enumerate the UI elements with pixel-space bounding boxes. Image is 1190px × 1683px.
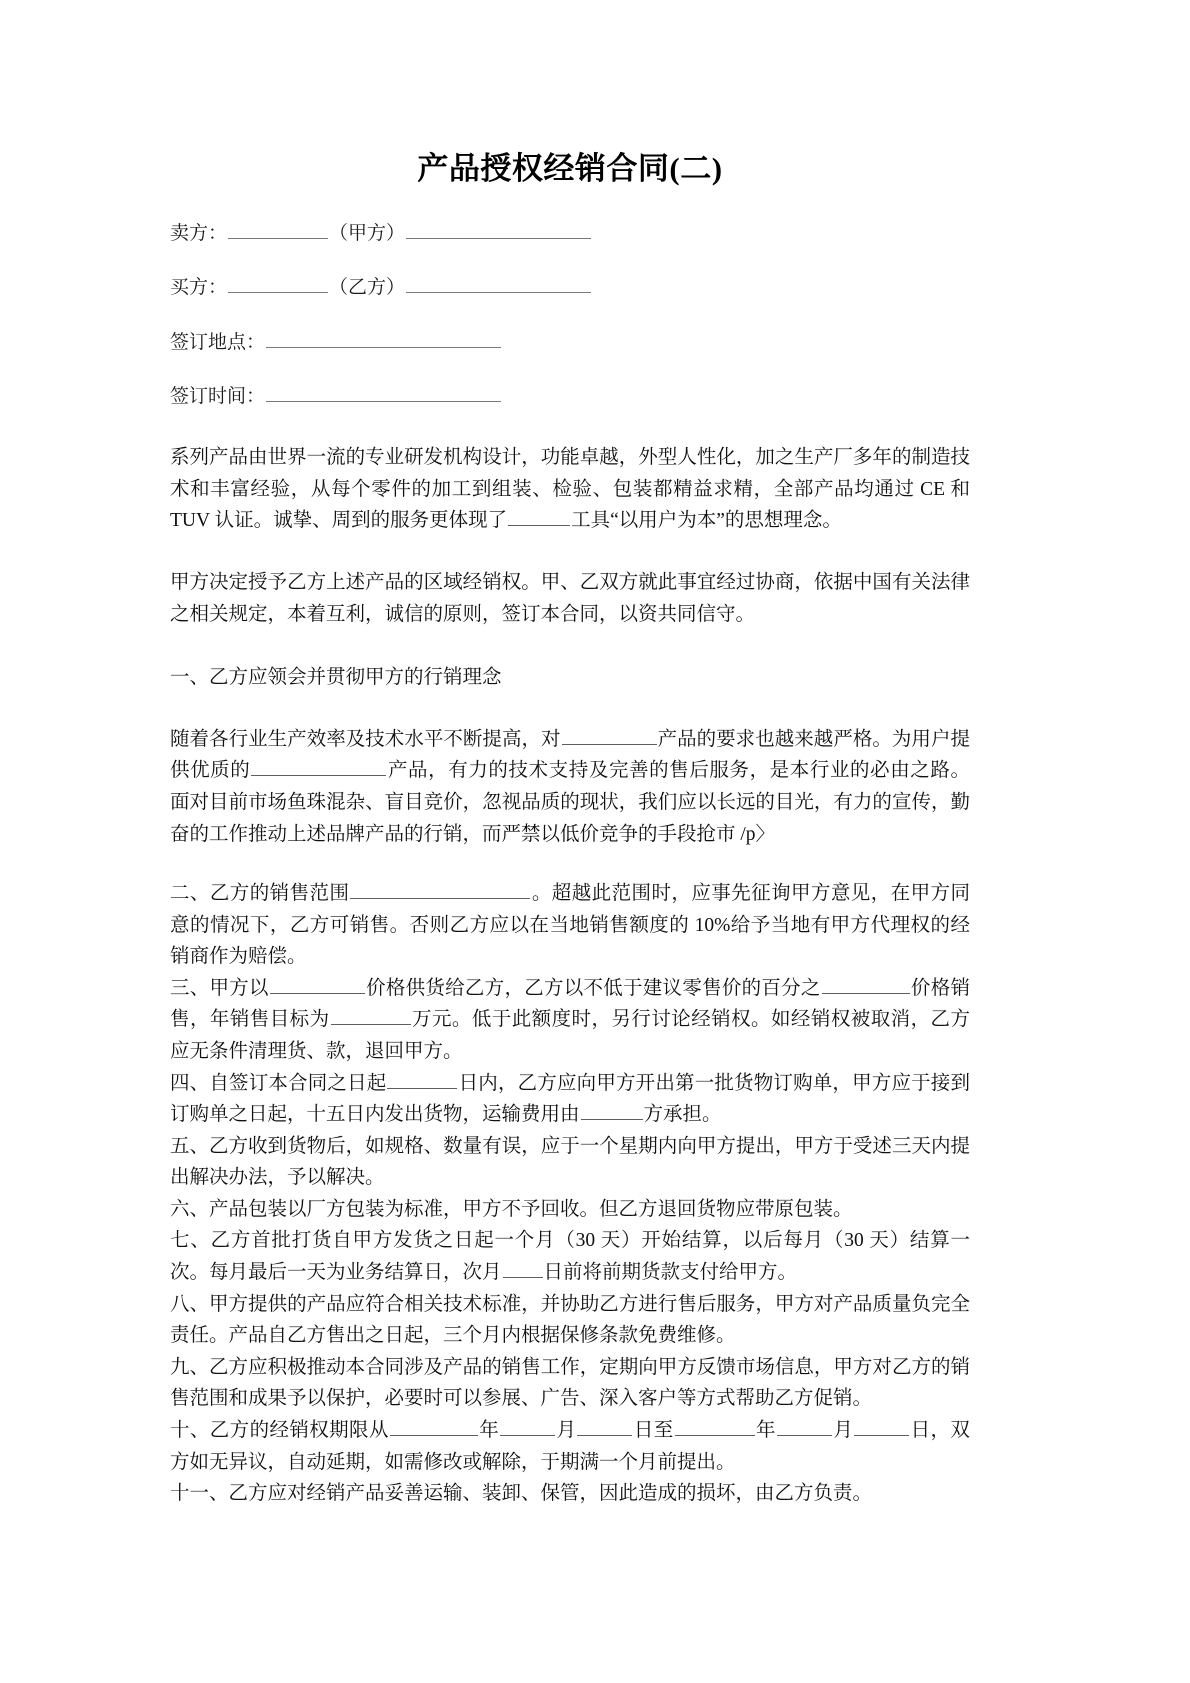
clause-three-text-d: 万元。低于此额度时，另行讨论经销权。如经销权被取消，乙方应无条件清理货、款，退回甲方。 [170, 1009, 970, 1062]
section-one-blank-2[interactable] [251, 757, 386, 776]
sign-time-blank[interactable] [266, 383, 501, 402]
sign-time-label: 签订时间： [170, 385, 266, 407]
clause-seven-text-b: 日前将前期货款支付给甲方。 [543, 1262, 798, 1284]
clause-three-text-c: 价格销售，年销售目标为 [170, 977, 970, 1031]
clause-ten-label-day2: 日，双方如无异议，自动延期，如需修改或解除，于期满一个月前提出。 [170, 1419, 970, 1473]
field-row-seller [170, 189, 970, 249]
clause-ten-label-year1: 年 [478, 1419, 500, 1441]
clause-ten-label-month2: 月 [832, 1419, 854, 1441]
intro-1-text-b: 工具“以用户为本”的思想理念。 [571, 510, 842, 532]
section-one-blank-1[interactable] [562, 726, 657, 745]
page-title: 产品授权经销合同(二) [417, 151, 723, 186]
clause-ten [170, 1415, 970, 1478]
clause-ten-label-year2: 年 [755, 1419, 776, 1441]
intro-paragraph-2: 甲方决定授予乙方上述产品的区域经销权。甲、乙双方就此事宜经过协商，依据中国有关法律之相关规定，本着互利，诚信的原则，签订本合同，以资共同信守。 [170, 572, 970, 625]
clause-three-text-b: 价格供货给乙方，乙方以不低于建议零售价的百分之 [365, 977, 821, 999]
clause-three-text-a: 三、甲方以 [170, 977, 269, 999]
seller-detail-blank[interactable] [406, 220, 591, 239]
clause-ten-blank-day2[interactable] [854, 1417, 909, 1436]
sign-place-blank[interactable] [266, 328, 501, 347]
section-heading-one: 一、乙方应领会并贯彻甲方的行销理念 [170, 667, 502, 689]
clause-six: 六、产品包装以厂方包装为标准，甲方不予回收。但乙方退回货物应带原包装。 [170, 1198, 853, 1220]
intro-1-text-a: 系列产品由世界一流的专业研发机构设计，功能卓越，外型人性化，加之生产厂多年的制造技术和丰富经验，从每个零件的加工到组装、检验、包装都精益求精，全部产品均通过 CE 和 TUV 认证。诚挚、周到的服务更体现了 [170, 447, 970, 532]
section-one-text-b: 产品的要求也越来越严格。为用户提供优质的 [170, 728, 970, 782]
section-one-body [170, 694, 970, 850]
clause-four-blank-2[interactable] [581, 1101, 643, 1120]
section-one-text-c: 产品，有力的技术支持及完善的售后服务，是本行业的必由之路。面对目前市场鱼珠混杂、盲目竞价，忽视品质的现状，我们应以长远的目光，有力的宣传，勤奋的工作推动上述品牌产品的行销，而严禁以低价竞争的手段抢市 /p〉 [170, 760, 970, 845]
clause-ten-label-day1: 日至 [633, 1419, 674, 1441]
clause-three-blank-2[interactable] [822, 975, 910, 994]
clause-ten-blank-year2[interactable] [675, 1417, 755, 1436]
clause-two [170, 850, 970, 973]
clause-four-text-b: 日内，乙方应向甲方开出第一批货物订购单，甲方应于接到订购单之日起，十五日内发出货物，运输费用由 [170, 1072, 970, 1126]
intro-1-blank[interactable] [508, 508, 570, 527]
clause-three-blank-1[interactable] [270, 975, 365, 994]
clause-three [170, 973, 970, 1068]
clause-four [170, 1068, 970, 1131]
field-row-sign-time [170, 358, 970, 412]
buyer-party-label: （乙方） [329, 277, 406, 299]
buyer-name-blank[interactable] [228, 274, 328, 293]
buyer-label: 买方： [170, 277, 228, 299]
clause-five: 五、乙方收到货物后，如规格、数量有误，应于一个星期内向甲方提出，甲方于受述三天内提出解决办法，予以解决。 [170, 1135, 970, 1189]
clause-two-text-a: 二、乙方的销售范围 [170, 883, 350, 905]
clause-ten-blank-month1[interactable] [500, 1417, 555, 1436]
clause-ten-blank-day1[interactable] [577, 1417, 632, 1436]
field-row-sign-place [170, 304, 970, 358]
clause-two-text-b: 。超越此范围时，应事先征询甲方意见，在甲方同意的情况下，乙方可销售。否则乙方应以在当地销售额度的 10%给予当地有甲方代理权的经销商作为赔偿。 [170, 883, 970, 968]
clause-ten-blank-year1[interactable] [390, 1417, 478, 1436]
clause-three-blank-3[interactable] [331, 1006, 411, 1025]
seller-name-blank[interactable] [228, 220, 328, 239]
clause-eleven: 十一、乙方应对经销产品妥善运输、装卸、保管，因此造成的损坏，由乙方负责。 [170, 1483, 873, 1505]
clause-seven-text-a: 七、乙方首批打货自甲方发货之日起一个月（30 天）开始结算，以后每月（30 天）结算一次。每月最后一天为业务结算日，次月 [170, 1230, 970, 1284]
clause-ten-label-month1: 月 [556, 1419, 577, 1441]
clause-four-text-c: 方承担。 [643, 1104, 722, 1126]
clause-four-blank-1[interactable] [387, 1070, 457, 1089]
seller-party-label: （甲方） [329, 222, 406, 244]
clause-eight: 八、甲方提供的产品应符合相关技术标准，并协助乙方进行售后服务，甲方对产品质量负完全责任。产品自乙方售出之日起，三个月内根据保修条款免费维修。 [170, 1293, 970, 1347]
seller-label: 卖方： [170, 222, 228, 244]
clause-seven [170, 1225, 970, 1288]
intro-paragraph-1 [170, 412, 970, 537]
clause-seven-blank[interactable] [503, 1259, 543, 1278]
sign-place-label: 签订地点： [170, 331, 266, 353]
field-row-buyer [170, 249, 970, 303]
clause-ten-blank-month2[interactable] [777, 1417, 832, 1436]
section-one-text-a: 随着各行业生产效率及技术水平不断提高，对 [170, 728, 561, 750]
clause-four-text-a: 四、自签订本合同之日起 [170, 1072, 387, 1094]
clause-nine: 九、乙方应积极推动本合同涉及产品的销售工作，定期向甲方反馈市场信息，甲方对乙方的销售范围和成果予以保护，必要时可以参展、广告、深入客户等方式帮助乙方促销。 [170, 1356, 970, 1410]
buyer-detail-blank[interactable] [406, 274, 591, 293]
document-content [170, 0, 970, 1510]
clause-two-blank[interactable] [350, 880, 530, 899]
clause-ten-text-a: 十、乙方的经销权期限从 [170, 1419, 389, 1441]
